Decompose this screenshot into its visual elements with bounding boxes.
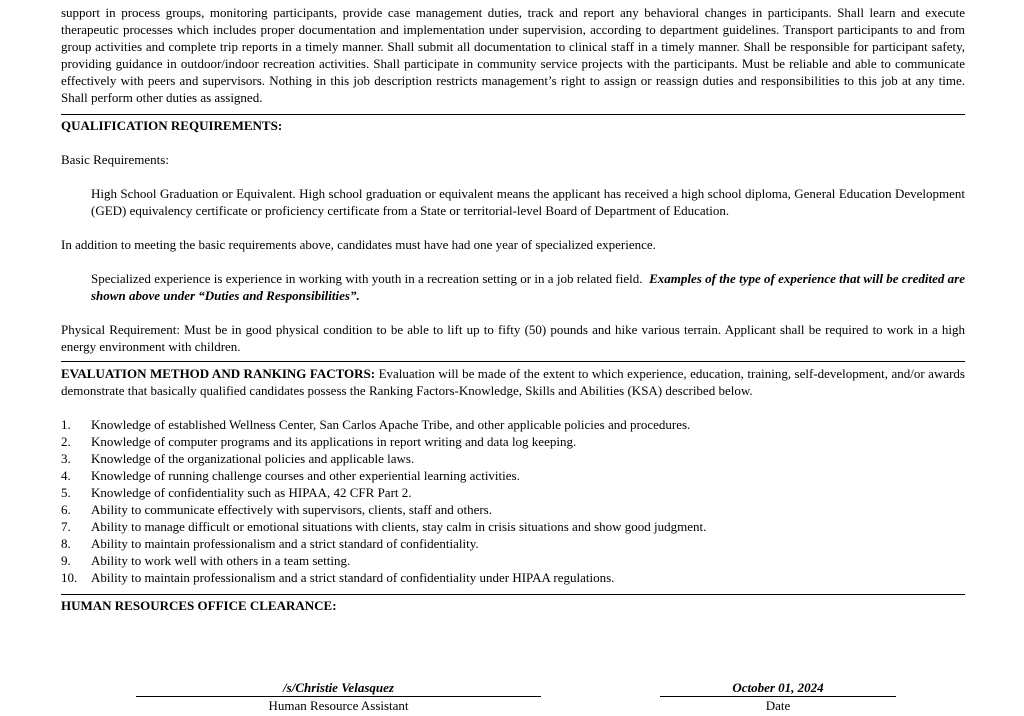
ksa-item-text: Ability to work well with others in a team setting. — [91, 553, 351, 568]
ksa-item-text: Ability to maintain professionalism and a strict standard of confidentiality. — [91, 536, 479, 551]
ksa-item — [61, 569, 965, 586]
ksa-item — [61, 484, 965, 501]
signature-value: /s/Christie Velasquez — [136, 679, 541, 697]
basic-requirements-text: High School Graduation or Equivalent. High school graduation or equivalent means the applicant has received a high school diploma, General Education Development (GED) equivalency certificate or proficiency certificate from a State or territorial-level Board of Department of Education. — [91, 186, 965, 218]
ksa-item — [61, 501, 965, 518]
ksa-item-text: Ability to communicate effectively with supervisors, clients, staff and others. — [91, 502, 492, 517]
ksa-item — [61, 552, 965, 569]
ksa-item-text: Knowledge of running challenge courses and other experiential learning activities. — [91, 468, 520, 483]
ksa-item-number: 7. — [61, 519, 71, 534]
clearance-heading: HUMAN RESOURCES OFFICE CLEARANCE: — [61, 598, 337, 613]
ksa-item — [61, 416, 965, 433]
signature-title: Human Resource Assistant — [268, 698, 409, 713]
ksa-item-number: 8. — [61, 536, 71, 551]
ksa-item-number: 3. — [61, 451, 71, 466]
signature-block — [136, 679, 541, 714]
ksa-item — [61, 535, 965, 552]
ksa-item-number: 2. — [61, 434, 71, 449]
specialized-experience-emphasis: Examples of the type of experience that will be credited are shown above under “Duties and Responsibilities”. — [91, 271, 965, 303]
physical-requirement-text: Physical Requirement: Must be in good physical condition to be able to lift up to fifty (50) pounds and hike various terrain. Applicant shall be required to work in a high energy environment with children. — [61, 322, 965, 354]
ksa-item-text: Knowledge of established Wellness Center, San Carlos Apache Tribe, and other applicable policies and procedures. — [91, 417, 691, 432]
ksa-item — [61, 518, 965, 535]
ksa-item-text: Ability to maintain professionalism and a strict standard of confidentiality under HIPAA regulations. — [91, 570, 615, 585]
evaluation-paragraph — [61, 365, 965, 399]
qualification-heading: QUALIFICATION REQUIREMENTS: — [61, 118, 283, 133]
ksa-item-number: 1. — [61, 417, 71, 432]
ksa-item-text: Knowledge of the organizational policies and applicable laws. — [91, 451, 415, 466]
duties-paragraph: support in process groups, monitoring participants, provide case management duties, track and report any behavioral changes in participants. Shall learn and execute therapeutic processes which includes proper documentation and implementation under supervision, according to department guidelines. Transport participants to and from group activities and complete trip reports in a timely manner. Shall submit all documentation to clinical staff in a timely manner. Shall be responsible for participant safety, providing guidance in outdoor/indoor recreation activities. Shall participate in community service projects with the participants. Must be reliable and able to communicate effectively with peers and supervisors. Nothing in this job description restricts management’s right to assign or reassign duties and responsibilities to this job at any time. Shall perform other duties as assigned. — [61, 5, 965, 105]
document-content — [61, 4, 965, 614]
evaluation-heading: EVALUATION METHOD AND RANKING FACTORS: — [61, 366, 376, 381]
ksa-item-number: 10. — [61, 570, 78, 585]
ksa-item-text: Ability to manage difficult or emotional situations with clients, stay calm in crisis situations and show good judgment. — [91, 519, 707, 534]
ksa-item-number: 4. — [61, 468, 71, 483]
ksa-item-text: Knowledge of confidentiality such as HIPAA, 42 CFR Part 2. — [91, 485, 412, 500]
section-divider — [61, 594, 965, 595]
ksa-item — [61, 433, 965, 450]
ksa-item — [61, 467, 965, 484]
specialized-experience-text: Specialized experience is experience in working with youth in a recreation setting or in a job related field. — [91, 271, 643, 286]
ksa-item-text: Knowledge of computer programs and its applications in report writing and data log keeping. — [91, 434, 577, 449]
ksa-item-number: 9. — [61, 553, 71, 568]
ksa-item-number: 6. — [61, 502, 71, 517]
additional-requirements-text: In addition to meeting the basic requirements above, candidates must have had one year of specialized experience. — [61, 237, 656, 252]
ksa-item-number: 5. — [61, 485, 71, 500]
section-divider — [61, 361, 965, 362]
ksa-item — [61, 450, 965, 467]
basic-requirements-label: Basic Requirements: — [61, 152, 169, 167]
evaluation-intro: Evaluation will be made of the extent to which experience, education, training, self-development, and/or awards demonstrate that basically qualified candidates possess the Ranking Factors-Knowledge, Skills and Abilities (KSA) described below. — [61, 366, 965, 398]
section-divider — [61, 114, 965, 115]
date-block — [660, 679, 896, 714]
date-value: October 01, 2024 — [660, 679, 896, 697]
date-label: Date — [765, 698, 791, 713]
specialized-experience-paragraph — [91, 270, 965, 304]
ksa-list — [61, 416, 965, 586]
